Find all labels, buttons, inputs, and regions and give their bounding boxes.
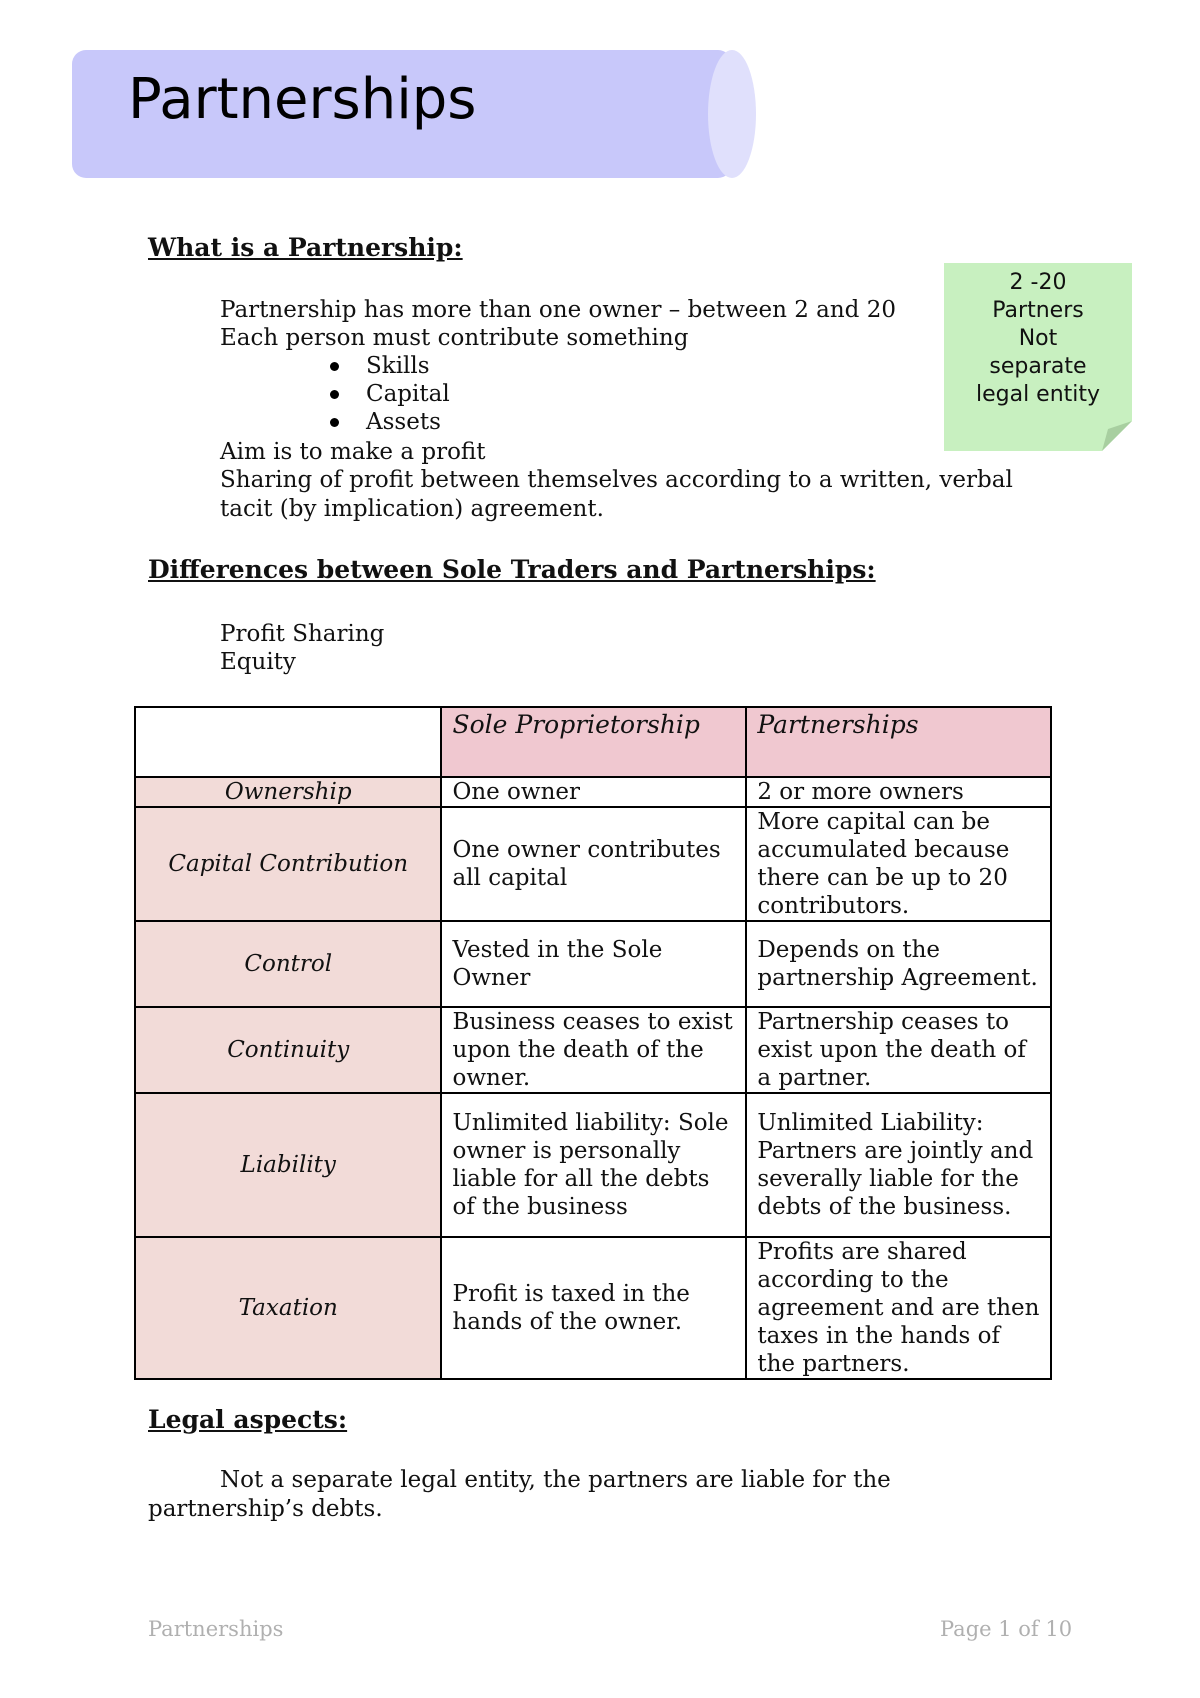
list-item-label: Skills xyxy=(366,353,430,379)
footer-page-number: Page 1 of 10 xyxy=(940,1617,1073,1641)
row-label: Capital Contribution xyxy=(135,807,441,921)
table-cell: Profit is taxed in the hands of the owner. xyxy=(441,1237,746,1379)
table-header-row xyxy=(135,707,1051,777)
body-line: Not a separate legal entity, the partners are liable for the xyxy=(220,1467,891,1493)
section-heading-differences: Differences between Sole Traders and Partnerships: xyxy=(148,555,876,584)
table-cell: Depends on the partnership Agreement. xyxy=(746,921,1051,1007)
sticky-line: Partners xyxy=(992,298,1084,323)
table-cell: Unlimited liability: Sole owner is personally liable for all the debts of the business xyxy=(441,1093,746,1237)
body-line: Aim is to make a profit xyxy=(220,439,486,465)
row-label: Liability xyxy=(135,1093,441,1237)
row-label: Continuity xyxy=(135,1007,441,1093)
bullet-icon xyxy=(330,418,339,427)
table-cell: Partnership ceases to exist upon the death of a partner. xyxy=(746,1007,1051,1093)
table-row xyxy=(135,1237,1051,1379)
sticky-line: separate xyxy=(989,354,1087,379)
title-banner xyxy=(72,50,758,178)
sticky-note-text xyxy=(944,269,1132,409)
table-cell: 2 or more owners xyxy=(746,777,1051,807)
table-cell: Unlimited Liability: Partners are jointly and severally liable for the debts of the business. xyxy=(746,1093,1051,1237)
sticky-line: Not xyxy=(1018,326,1058,351)
row-label: Ownership xyxy=(135,777,441,807)
table-cell: More capital can be accumulated because there can be up to 20 contributors. xyxy=(746,807,1051,921)
table-row xyxy=(135,1093,1051,1237)
section-heading-what-is: What is a Partnership: xyxy=(148,233,463,262)
body-line: Sharing of profit between themselves according to a written, verbal xyxy=(220,467,1013,493)
section-heading-legal: Legal aspects: xyxy=(148,1405,348,1434)
table-row xyxy=(135,1007,1051,1093)
body-line: Partnership has more than one owner – between 2 and 20 xyxy=(220,297,896,323)
body-line: Profit Sharing xyxy=(220,621,385,647)
table-cell: One owner xyxy=(441,777,746,807)
body-line: Each person must contribute something xyxy=(220,325,689,351)
sticky-line: legal entity xyxy=(975,382,1101,407)
row-label: Control xyxy=(135,921,441,1007)
body-line: tacit (by implication) agreement. xyxy=(220,496,604,522)
list-item-label: Capital xyxy=(366,381,450,407)
comparison-table xyxy=(134,706,1052,1380)
table-header-cell: Partnerships xyxy=(746,707,1051,777)
table-row xyxy=(135,777,1051,807)
table-cell: Business ceases to exist upon the death of the owner. xyxy=(441,1007,746,1093)
bullet-icon xyxy=(330,390,339,399)
sticky-note xyxy=(944,263,1132,451)
body-line: Equity xyxy=(220,649,296,675)
table-header-cell: Sole Proprietorship xyxy=(441,707,746,777)
footer-title: Partnerships xyxy=(148,1617,284,1641)
table-cell: One owner contributes all capital xyxy=(441,807,746,921)
table-header-cell xyxy=(135,707,441,777)
bullet-icon xyxy=(330,362,339,371)
table-cell: Vested in the Sole Owner xyxy=(441,921,746,1007)
table-row xyxy=(135,921,1051,1007)
sticky-line: 2 -20 xyxy=(1009,270,1067,295)
row-label: Taxation xyxy=(135,1237,441,1379)
table-row xyxy=(135,807,1051,921)
page-title: Partnerships xyxy=(128,67,477,132)
table-cell: Profits are shared according to the agreement and are then taxes in the hands of the partners. xyxy=(746,1237,1051,1379)
body-line: partnership’s debts. xyxy=(148,1496,383,1522)
list-item-label: Assets xyxy=(366,409,441,435)
